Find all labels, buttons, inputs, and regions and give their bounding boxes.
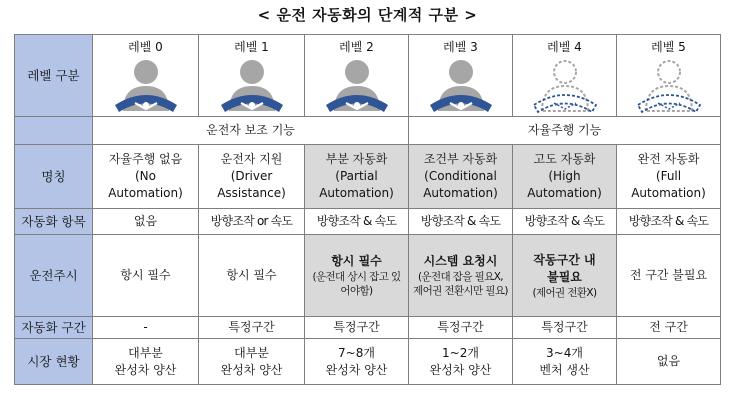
- attention-cell-4: [513, 235, 617, 317]
- name-row: [15, 145, 721, 209]
- row-header-market: 시장 현황: [15, 339, 93, 385]
- name-cell-1: [199, 145, 305, 209]
- section-cell-5: 전 구간: [617, 317, 721, 339]
- attention-note: (제어권 전환X): [532, 286, 597, 299]
- attention-note: (운전대 잡을 필요X,: [417, 271, 504, 283]
- items-cell-3: 방향조작 & 속도: [409, 209, 513, 235]
- market-cell-1: [199, 339, 305, 385]
- items-cell-2: 방향조작 & 속도: [305, 209, 409, 235]
- name-cell-3: [409, 145, 513, 209]
- level-label: 레벨 1: [234, 39, 269, 54]
- level-row: [15, 35, 721, 117]
- section-row: [15, 317, 721, 339]
- market-line-1: 대부분: [234, 345, 269, 360]
- attention-cell-2: [305, 235, 409, 317]
- level-label: 레벨 5: [651, 39, 686, 54]
- row-header-items: 자동화 항목: [15, 209, 93, 235]
- name-ko: 완전 자동화: [637, 152, 700, 166]
- name-ko: 조건부 자동화: [423, 152, 498, 166]
- name-en-1: (No: [135, 169, 156, 183]
- name-ko: 부분 자동화: [325, 152, 388, 166]
- level-cell-2: [305, 35, 409, 117]
- name-en-1: (Driver: [230, 169, 273, 183]
- items-row: [15, 209, 721, 235]
- level-label: 레벨 3: [443, 39, 478, 54]
- level-label: 레벨 0: [128, 39, 163, 54]
- market-line-2: 완성차 양산: [429, 362, 492, 377]
- items-cell-0: 없음: [93, 209, 199, 235]
- items-cell-4: 방향조작 & 속도: [513, 209, 617, 235]
- attention-row: [15, 235, 721, 317]
- name-ko: 고도 자동화: [533, 152, 596, 166]
- name-en-2: Automation): [423, 186, 498, 200]
- row-header-section: 자동화 구간: [15, 317, 93, 339]
- items-cell-1: 방향조작 or 속도: [199, 209, 305, 235]
- name-ko: 운전자 지원: [220, 152, 283, 166]
- group-row: [15, 117, 721, 145]
- section-cell-3: 특정구간: [409, 317, 513, 339]
- market-line-1: 대부분: [128, 345, 163, 360]
- name-en-2: Automation): [319, 186, 394, 200]
- level-label: 레벨 2: [339, 39, 374, 54]
- row-header-attention: 운전주시: [15, 235, 93, 317]
- row-header-blank: [15, 117, 93, 145]
- section-cell-4: 특정구간: [513, 317, 617, 339]
- row-header-level: 레벨 구분: [15, 35, 93, 117]
- attention-note: (운전대 상시 잡고 있: [312, 271, 401, 283]
- driver-wheel-icon: [111, 59, 181, 115]
- attention-note: 어야함): [340, 285, 373, 297]
- name-cell-0: [93, 145, 199, 209]
- driver-wheel-icon: [217, 59, 287, 115]
- group-driver-assist: 운전자 보조 기능: [93, 117, 409, 145]
- name-cell-4: [513, 145, 617, 209]
- attention-cell-1: 항시 필수: [199, 235, 305, 317]
- market-cell-3: [409, 339, 513, 385]
- name-en-2: Automation): [631, 186, 706, 200]
- name-cell-2: [305, 145, 409, 209]
- attention-main: 항시 필수: [331, 254, 382, 268]
- name-en-1: (Partial: [335, 169, 378, 183]
- row-header-name: 명칭: [15, 145, 93, 209]
- market-cell-4: [513, 339, 617, 385]
- section-cell-0: -: [93, 317, 199, 339]
- attention-main: 시스템 요청시: [423, 254, 498, 268]
- section-cell-2: 특정구간: [305, 317, 409, 339]
- name-cell-5: [617, 145, 721, 209]
- name-en-1: (Conditional: [424, 169, 497, 183]
- name-en-1: (Full: [655, 169, 682, 183]
- level-cell-3: [409, 35, 513, 117]
- market-cell-0: [93, 339, 199, 385]
- driver-wheel-icon: [322, 59, 392, 115]
- items-cell-5: 방향조작 & 속도: [617, 209, 721, 235]
- market-cell-5: [617, 339, 721, 385]
- driver-wheel-dashed-icon: [634, 59, 704, 115]
- level-cell-4: [513, 35, 617, 117]
- market-line-2: 완성차 양산: [325, 362, 388, 377]
- name-en-1: (High: [548, 169, 581, 183]
- attention-cell-3: [409, 235, 513, 317]
- name-en-2: Automation): [527, 186, 602, 200]
- market-line-2: 완성차 양산: [114, 362, 177, 377]
- market-row: [15, 339, 721, 385]
- level-label: 레벨 4: [547, 39, 582, 54]
- name-en-2: Automation): [108, 186, 183, 200]
- market-line-1: 없음: [656, 354, 681, 368]
- attention-main: 작동구간 내: [533, 252, 596, 267]
- market-line-1: 3~4개: [546, 345, 583, 360]
- attention-cell-0: 항시 필수: [93, 235, 199, 317]
- attention-main: 불필요: [547, 269, 582, 284]
- market-line-2: 벤처 생산: [539, 362, 590, 377]
- market-line-1: 7~8개: [338, 345, 375, 360]
- name-ko: 자율주행 없음: [108, 152, 183, 166]
- automation-levels-table: [14, 34, 721, 385]
- driver-wheel-icon: [426, 59, 496, 115]
- market-line-1: 1~2개: [442, 345, 479, 360]
- group-autonomous: 자율주행 기능: [409, 117, 721, 145]
- section-cell-1: 특정구간: [199, 317, 305, 339]
- level-cell-0: [93, 35, 199, 117]
- table-title: < 운전 자동화의 단계적 구분 >: [257, 6, 478, 24]
- attention-cell-5: 전 구간 불필요: [617, 235, 721, 317]
- level-cell-5: [617, 35, 721, 117]
- name-en-2: Assistance): [217, 186, 286, 200]
- level-cell-1: [199, 35, 305, 117]
- attention-note: 제어권 전환시만 필요): [413, 285, 508, 297]
- driver-wheel-dashed-icon: [530, 59, 600, 115]
- market-line-2: 완성차 양산: [220, 362, 283, 377]
- market-cell-2: [305, 339, 409, 385]
